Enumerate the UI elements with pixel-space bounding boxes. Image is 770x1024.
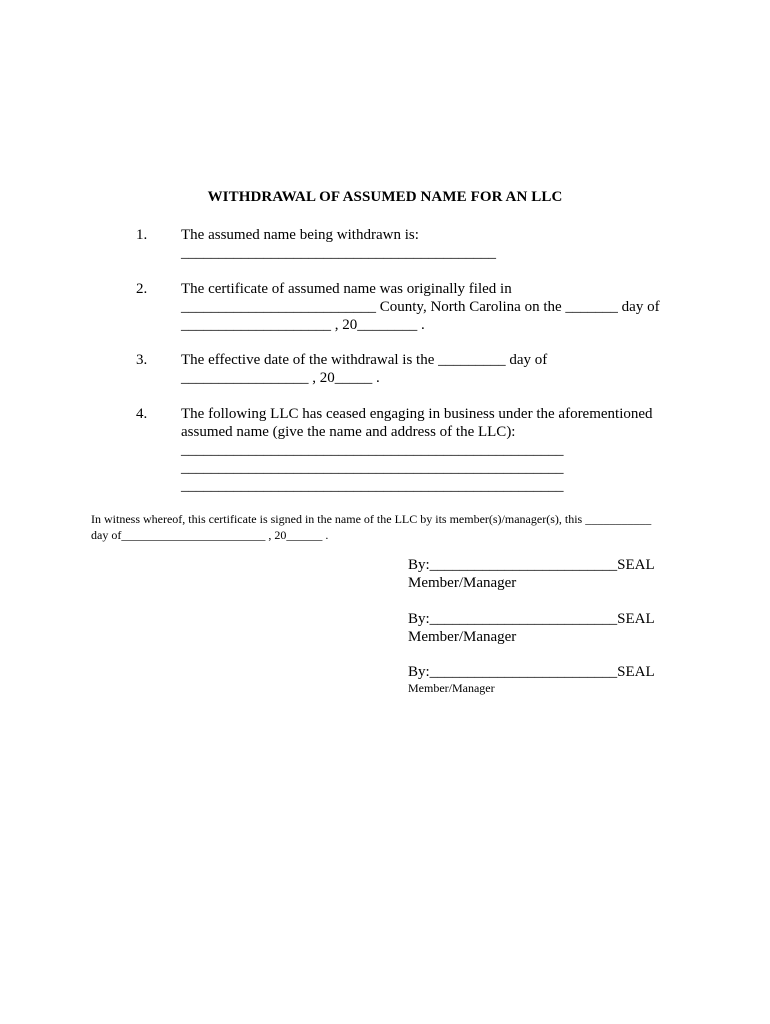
signature-block-1 xyxy=(408,556,655,592)
item-line: __________________________ County, North Carolina on the _______ day of xyxy=(181,299,660,315)
signature-block-2 xyxy=(408,610,655,646)
item-text xyxy=(181,280,701,334)
item-text xyxy=(181,226,701,262)
item-number: 3. xyxy=(136,352,148,368)
item-text xyxy=(181,351,701,387)
signature-line: By:_________________________SEAL xyxy=(408,611,655,627)
blank-line: ___________________________________________________ xyxy=(181,478,564,494)
witness-line: day of________________________ , 20______ . xyxy=(91,528,329,542)
item-line: The certificate of assumed name was originally filed in xyxy=(181,281,512,297)
item-number: 2. xyxy=(136,281,148,297)
signature-line: By:_________________________SEAL xyxy=(408,664,655,680)
signer-role: Member/Manager xyxy=(408,575,517,591)
blank-line: ___________________________________________________ xyxy=(181,460,564,476)
witness-clause xyxy=(91,511,711,543)
witness-line: In witness whereof, this certificate is signed in the name of the LLC by its member(s)/manager(s), this ___________ xyxy=(91,512,652,526)
signature-block-3 xyxy=(408,663,655,696)
item-line: assumed name (give the name and address of the LLC): xyxy=(181,424,516,440)
item-line: The effective date of the withdrawal is the _________ day of xyxy=(181,352,548,368)
item-line: ____________________ , 20________ . xyxy=(181,317,425,333)
item-number: 4. xyxy=(136,406,148,422)
signature-line: By:_________________________SEAL xyxy=(408,557,655,573)
item-number: 1. xyxy=(136,227,148,243)
blank-line: __________________________________________ xyxy=(181,245,496,261)
document-title: WITHDRAWAL OF ASSUMED NAME FOR AN LLC xyxy=(207,189,563,205)
item-line: The assumed name being withdrawn is: xyxy=(181,227,419,243)
item-text xyxy=(181,405,701,495)
signer-role: Member/Manager xyxy=(408,681,495,695)
signer-role: Member/Manager xyxy=(408,629,517,645)
blank-line: ___________________________________________________ xyxy=(181,442,564,458)
item-line: The following LLC has ceased engaging in business under the aforementioned xyxy=(181,406,653,422)
item-line: _________________ , 20_____ . xyxy=(181,370,380,386)
